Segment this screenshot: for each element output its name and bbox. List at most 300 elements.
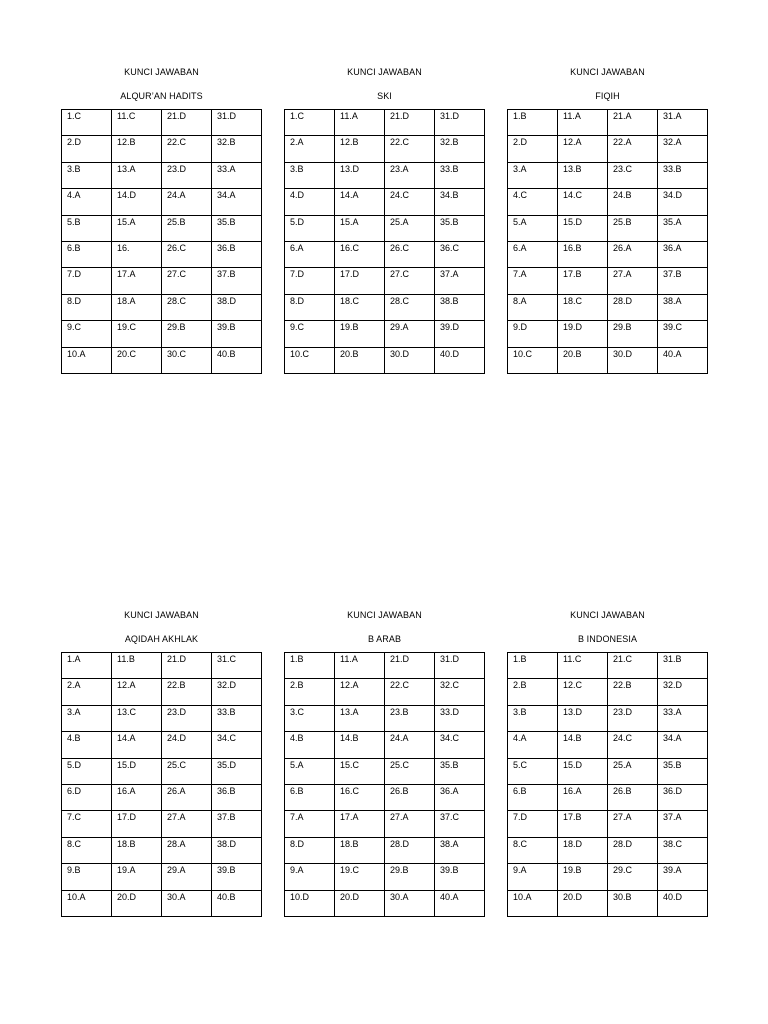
answer-cell: 21.D [385, 653, 435, 679]
answer-cell: 8.D [285, 294, 335, 320]
table-row [508, 679, 708, 705]
answer-cell: 34.D [658, 189, 708, 215]
table-row [62, 811, 262, 837]
answer-cell: 8.A [508, 294, 558, 320]
answer-cell: 35.B [435, 758, 485, 784]
answer-cell: 23.B [385, 705, 435, 731]
answer-cell: 35.B [212, 215, 262, 241]
table-row [62, 136, 262, 162]
table-row [62, 347, 262, 373]
answer-cell: 33.B [658, 162, 708, 188]
answer-cell: 1.A [62, 653, 112, 679]
answer-cell: 8.D [62, 294, 112, 320]
table-row [285, 653, 485, 679]
table-row [508, 890, 708, 916]
answer-cell: 36.A [435, 784, 485, 810]
answer-cell: 20.B [558, 347, 608, 373]
answer-cell: 36.A [658, 241, 708, 267]
table-row [285, 294, 485, 320]
table-row [508, 321, 708, 347]
answer-cell: 19.B [558, 864, 608, 890]
answer-cell: 27.A [162, 811, 212, 837]
answer-cell: 4.A [62, 189, 112, 215]
answer-cell: 7.D [62, 268, 112, 294]
answer-table [61, 109, 262, 374]
section-subject: AQIDAH AKHLAK [124, 634, 199, 644]
answer-cell: 10.A [62, 347, 112, 373]
table-row [285, 215, 485, 241]
answer-cell: 23.D [608, 705, 658, 731]
answer-cell: 14.A [112, 732, 162, 758]
answer-cell: 11.B [112, 653, 162, 679]
answer-cell: 39.C [658, 321, 708, 347]
answer-cell: 23.D [162, 162, 212, 188]
answer-cell: 10.D [285, 890, 335, 916]
answer-cell: 6.A [508, 241, 558, 267]
answer-cell: 17.A [112, 268, 162, 294]
answer-cell: 12.B [112, 136, 162, 162]
answer-table [507, 652, 708, 917]
answer-cell: 6.B [285, 784, 335, 810]
table-row [62, 268, 262, 294]
answer-cell: 28.C [385, 294, 435, 320]
answer-cell: 16.A [558, 784, 608, 810]
table-row [508, 811, 708, 837]
table-row [508, 189, 708, 215]
answer-cell: 36.B [212, 241, 262, 267]
table-row [62, 321, 262, 347]
answer-cell: 29.A [162, 864, 212, 890]
answer-cell: 9.D [508, 321, 558, 347]
answer-cell: 17.B [558, 268, 608, 294]
answer-cell: 22.C [162, 136, 212, 162]
answer-cell: 38.C [658, 837, 708, 863]
table-row [285, 784, 485, 810]
answer-cell: 40.B [212, 890, 262, 916]
answer-cell: 27.C [385, 268, 435, 294]
answer-cell: 33.B [435, 162, 485, 188]
answer-cell: 26.C [385, 241, 435, 267]
answer-cell: 24.D [162, 732, 212, 758]
answer-cell: 40.A [435, 890, 485, 916]
answer-cell: 37.A [658, 811, 708, 837]
section-title: KUNCI JAWABAN [124, 610, 199, 620]
table-row [285, 705, 485, 731]
answer-cell: 21.D [162, 110, 212, 136]
section-title: KUNCI JAWABAN [347, 67, 422, 77]
answer-cell: 9.B [62, 864, 112, 890]
answer-cell: 15.D [558, 215, 608, 241]
answer-cell: 2.A [62, 679, 112, 705]
answer-cell: 2.B [508, 679, 558, 705]
section-title: KUNCI JAWABAN [570, 67, 645, 77]
answer-cell: 22.B [608, 679, 658, 705]
answer-cell: 18.B [335, 837, 385, 863]
answer-cell: 26.B [608, 784, 658, 810]
answer-cell: 25.A [608, 758, 658, 784]
answer-cell: 22.C [385, 679, 435, 705]
answer-cell: 3.B [62, 162, 112, 188]
answer-cell: 40.D [658, 890, 708, 916]
answer-cell: 17.D [112, 811, 162, 837]
table-row [285, 189, 485, 215]
table-row [285, 136, 485, 162]
answer-cell: 15.D [112, 758, 162, 784]
answer-cell: 20.C [112, 347, 162, 373]
answer-cell: 10.A [508, 890, 558, 916]
answer-cell: 18.C [558, 294, 608, 320]
answer-cell: 5.D [285, 215, 335, 241]
answer-cell: 39.D [435, 321, 485, 347]
answer-cell: 12.A [335, 679, 385, 705]
answer-cell: 2.A [285, 136, 335, 162]
answer-cell: 14.C [558, 189, 608, 215]
answer-cell: 25.C [385, 758, 435, 784]
answer-cell: 30.D [385, 347, 435, 373]
answer-cell: 4.B [285, 732, 335, 758]
answer-cell: 38.A [435, 837, 485, 863]
answer-cell: 25.C [162, 758, 212, 784]
table-row [285, 321, 485, 347]
answer-cell: 19.C [112, 321, 162, 347]
answer-cell: 11.A [558, 110, 608, 136]
answer-cell: 4.C [508, 189, 558, 215]
answer-cell: 16.B [558, 241, 608, 267]
answer-cell: 14.B [335, 732, 385, 758]
answer-cell: 32.C [435, 679, 485, 705]
answer-table [284, 109, 485, 374]
answer-cell: 21.A [608, 110, 658, 136]
answer-cell: 32.B [435, 136, 485, 162]
answer-cell: 28.D [385, 837, 435, 863]
table-row [508, 268, 708, 294]
answer-cell: 23.D [162, 705, 212, 731]
answer-cell: 35.D [212, 758, 262, 784]
answer-cell: 9.C [285, 321, 335, 347]
section-title: KUNCI JAWABAN [124, 67, 199, 77]
answer-cell: 40.A [658, 347, 708, 373]
answer-cell: 21.C [608, 653, 658, 679]
answer-cell: 6.B [508, 784, 558, 810]
answer-cell: 28.C [162, 294, 212, 320]
answer-cell: 30.A [385, 890, 435, 916]
answer-cell: 31.C [212, 653, 262, 679]
answer-cell: 14.D [112, 189, 162, 215]
answer-cell: 23.A [385, 162, 435, 188]
answer-cell: 2.B [285, 679, 335, 705]
answer-cell: 38.A [658, 294, 708, 320]
table-row [62, 732, 262, 758]
answer-cell: 9.A [285, 864, 335, 890]
answer-cell: 34.A [658, 732, 708, 758]
table-row [508, 162, 708, 188]
answer-cell: 15.A [112, 215, 162, 241]
answer-cell: 15.C [335, 758, 385, 784]
answer-cell: 16.C [335, 784, 385, 810]
table-row [508, 837, 708, 863]
answer-cell: 33.D [435, 705, 485, 731]
answer-cell: 7.A [508, 268, 558, 294]
answer-cell: 6.B [62, 241, 112, 267]
answer-cell: 33.A [212, 162, 262, 188]
answer-cell: 31.A [658, 110, 708, 136]
table-row [508, 784, 708, 810]
table-row [62, 294, 262, 320]
answer-cell: 30.B [608, 890, 658, 916]
answer-cell: 38.D [212, 837, 262, 863]
answer-cell: 24.C [608, 732, 658, 758]
answer-cell: 32.A [658, 136, 708, 162]
answer-cell: 1.B [508, 110, 558, 136]
table-row [508, 294, 708, 320]
answer-cell: 7.D [508, 811, 558, 837]
answer-cell: 37.B [212, 811, 262, 837]
answer-cell: 10.A [62, 890, 112, 916]
table-row [285, 347, 485, 373]
answer-cell: 37.B [658, 268, 708, 294]
answer-cell: 28.D [608, 837, 658, 863]
answer-cell: 11.C [558, 653, 608, 679]
answer-cell: 5.A [285, 758, 335, 784]
answer-cell: 20.D [112, 890, 162, 916]
table-row [62, 837, 262, 863]
answer-table [284, 652, 485, 917]
answer-cell: 26.C [162, 241, 212, 267]
answer-cell: 29.B [385, 864, 435, 890]
answer-cell: 20.B [335, 347, 385, 373]
answer-cell: 37.C [435, 811, 485, 837]
table-row [508, 110, 708, 136]
answer-cell: 22.A [608, 136, 658, 162]
answer-cell: 4.D [285, 189, 335, 215]
answer-cell: 8.C [62, 837, 112, 863]
answer-cell: 4.B [62, 732, 112, 758]
answer-cell: 38.B [435, 294, 485, 320]
section-subject: B INDONESIA [577, 634, 638, 644]
answer-cell: 12.A [112, 679, 162, 705]
answer-cell: 21.D [385, 110, 435, 136]
answer-cell: 34.B [435, 189, 485, 215]
answer-cell: 10.C [508, 347, 558, 373]
answer-cell: 35.B [435, 215, 485, 241]
answer-cell: 22.B [162, 679, 212, 705]
answer-cell: 37.A [435, 268, 485, 294]
answer-cell: 11.C [112, 110, 162, 136]
answer-cell: 1.B [285, 653, 335, 679]
answer-cell: 15.A [335, 215, 385, 241]
table-row [508, 705, 708, 731]
answer-cell: 1.B [508, 653, 558, 679]
answer-table [61, 652, 262, 917]
answer-cell: 36.C [435, 241, 485, 267]
answer-cell: 6.D [62, 784, 112, 810]
answer-cell: 19.A [112, 864, 162, 890]
answer-cell: 39.A [658, 864, 708, 890]
answer-cell: 26.B [385, 784, 435, 810]
table-row [62, 864, 262, 890]
answer-cell: 28.A [162, 837, 212, 863]
answer-cell: 17.B [558, 811, 608, 837]
answer-cell: 13.D [335, 162, 385, 188]
table-row [285, 162, 485, 188]
table-row [508, 347, 708, 373]
table-row [508, 864, 708, 890]
answer-cell: 24.A [162, 189, 212, 215]
answer-cell: 9.C [62, 321, 112, 347]
answer-cell: 34.C [435, 732, 485, 758]
answer-cell: 5.B [62, 215, 112, 241]
section-subject: FIQIH [595, 91, 620, 101]
answer-cell: 14.A [335, 189, 385, 215]
answer-cell: 26.A [608, 241, 658, 267]
table-row [62, 241, 262, 267]
table-row [285, 758, 485, 784]
answer-cell: 23.C [608, 162, 658, 188]
table-row [62, 215, 262, 241]
table-row [508, 215, 708, 241]
answer-cell: 18.D [558, 837, 608, 863]
answer-cell: 12.A [558, 136, 608, 162]
table-row [62, 758, 262, 784]
answer-cell: 3.B [285, 162, 335, 188]
answer-cell: 11.A [335, 110, 385, 136]
answer-cell: 5.A [508, 215, 558, 241]
answer-cell: 20.D [335, 890, 385, 916]
answer-cell: 32.B [212, 136, 262, 162]
answer-cell: 30.C [162, 347, 212, 373]
answer-cell: 34.C [212, 732, 262, 758]
answer-cell: 34.A [212, 189, 262, 215]
answer-cell: 20.D [558, 890, 608, 916]
answer-cell: 25.B [608, 215, 658, 241]
table-row [62, 110, 262, 136]
answer-cell: 1.C [62, 110, 112, 136]
answer-cell: 19.D [558, 321, 608, 347]
answer-cell: 27.A [385, 811, 435, 837]
section-subject: ALQUR’AN HADITS [120, 91, 203, 101]
answer-cell: 25.B [162, 215, 212, 241]
answer-cell: 12.C [558, 679, 608, 705]
section-title: KUNCI JAWABAN [570, 610, 645, 620]
answer-cell: 18.C [335, 294, 385, 320]
answer-cell: 2.D [508, 136, 558, 162]
answer-cell: 16.A [112, 784, 162, 810]
answer-cell: 25.A [385, 215, 435, 241]
answer-cell: 3.C [285, 705, 335, 731]
table-row [508, 241, 708, 267]
answer-cell: 39.B [435, 864, 485, 890]
answer-cell: 27.A [608, 811, 658, 837]
answer-cell: 35.B [658, 758, 708, 784]
table-row [62, 784, 262, 810]
answer-cell: 2.D [62, 136, 112, 162]
answer-cell: 8.D [285, 837, 335, 863]
answer-cell: 28.D [608, 294, 658, 320]
answer-cell: 30.A [162, 890, 212, 916]
table-row [508, 758, 708, 784]
answer-cell: 13.D [558, 705, 608, 731]
table-row [285, 864, 485, 890]
answer-cell: 3.B [508, 705, 558, 731]
answer-cell: 32.D [212, 679, 262, 705]
answer-cell: 13.A [335, 705, 385, 731]
answer-cell: 7.D [285, 268, 335, 294]
answer-cell: 33.A [658, 705, 708, 731]
answer-cell: 7.A [285, 811, 335, 837]
answer-cell: 5.D [62, 758, 112, 784]
answer-cell: 13.A [112, 162, 162, 188]
answer-cell: 33.B [212, 705, 262, 731]
answer-cell: 12.B [335, 136, 385, 162]
answer-cell: 24.A [385, 732, 435, 758]
answer-cell: 13.C [112, 705, 162, 731]
table-row [285, 732, 485, 758]
answer-cell: 27.C [162, 268, 212, 294]
answer-cell: 11.A [335, 653, 385, 679]
table-row [62, 653, 262, 679]
answer-cell: 31.B [658, 653, 708, 679]
answer-cell: 26.A [162, 784, 212, 810]
table-row [62, 890, 262, 916]
answer-cell: 31.D [212, 110, 262, 136]
answer-cell: 3.A [62, 705, 112, 731]
answer-cell: 29.C [608, 864, 658, 890]
table-row [508, 732, 708, 758]
answer-cell: 18.B [112, 837, 162, 863]
answer-cell: 24.B [608, 189, 658, 215]
answer-cell: 24.C [385, 189, 435, 215]
answer-cell: 1.C [285, 110, 335, 136]
answer-cell: 10.C [285, 347, 335, 373]
answer-cell: 8.C [508, 837, 558, 863]
answer-cell: 36.B [212, 784, 262, 810]
table-row [285, 110, 485, 136]
answer-cell: 7.C [62, 811, 112, 837]
answer-cell: 35.A [658, 215, 708, 241]
answer-cell: 40.B [212, 347, 262, 373]
answer-cell: 17.D [335, 268, 385, 294]
answer-cell: 29.B [608, 321, 658, 347]
table-row [62, 679, 262, 705]
section-subject: SKI [377, 91, 392, 101]
answer-cell: 9.A [508, 864, 558, 890]
table-row [285, 679, 485, 705]
answer-cell: 32.D [658, 679, 708, 705]
answer-cell: 18.A [112, 294, 162, 320]
section-title: KUNCI JAWABAN [347, 610, 422, 620]
answer-table [507, 109, 708, 374]
answer-cell: 6.A [285, 241, 335, 267]
table-row [62, 189, 262, 215]
answer-cell: 4.A [508, 732, 558, 758]
answer-cell: 19.B [335, 321, 385, 347]
answer-cell: 36.D [658, 784, 708, 810]
answer-cell: 38.D [212, 294, 262, 320]
answer-cell: 5.C [508, 758, 558, 784]
answer-cell: 30.D [608, 347, 658, 373]
answer-cell: 17.A [335, 811, 385, 837]
table-row [62, 162, 262, 188]
answer-cell: 16.C [335, 241, 385, 267]
answer-cell: 3.A [508, 162, 558, 188]
answer-cell: 15.D [558, 758, 608, 784]
answer-cell: 39.B [212, 321, 262, 347]
answer-cell: 19.C [335, 864, 385, 890]
answer-cell: 13.B [558, 162, 608, 188]
answer-cell: 22.C [385, 136, 435, 162]
answer-cell: 21.D [162, 653, 212, 679]
answer-cell: 31.D [435, 653, 485, 679]
